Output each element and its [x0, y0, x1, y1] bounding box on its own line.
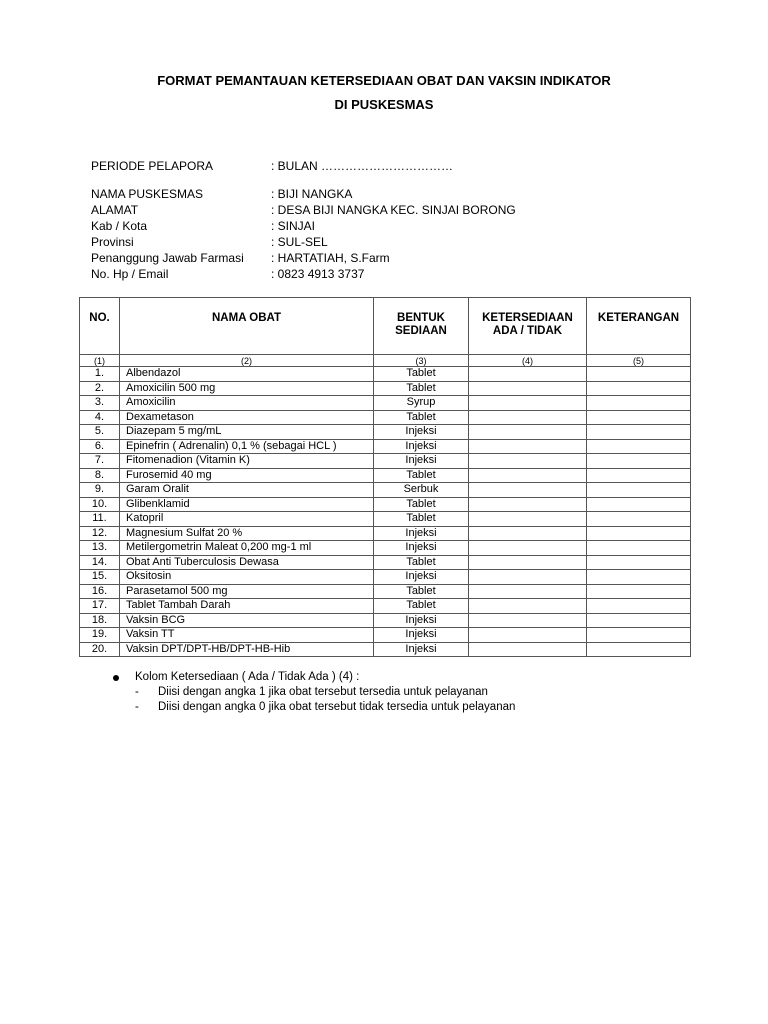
row-dosage-form: Injeksi	[374, 570, 469, 585]
info-label: ALAMAT	[91, 203, 139, 217]
info-label: Kab / Kota	[91, 219, 148, 233]
row-note-cell[interactable]	[587, 381, 691, 396]
info-value: : SUL-SEL	[271, 235, 328, 249]
row-number: 13.	[80, 541, 120, 556]
info-label: PERIODE PELAPORA	[91, 159, 214, 173]
notes-bullet	[113, 670, 515, 685]
row-number: 10.	[80, 497, 120, 512]
row-note-cell[interactable]	[587, 454, 691, 469]
table-row	[80, 584, 691, 599]
row-drug-name: Obat Anti Tuberculosis Dewasa	[120, 555, 374, 570]
row-availability-cell[interactable]	[469, 570, 587, 585]
row-dosage-form: Injeksi	[374, 454, 469, 469]
row-dosage-form: Tablet	[374, 381, 469, 396]
notes-item-text: Diisi dengan angka 0 jika obat tersebut tidak tersedia untuk pelayanan	[158, 701, 516, 713]
table-row	[80, 570, 691, 585]
bullet-icon	[113, 675, 119, 681]
notes-item	[113, 685, 515, 700]
row-dosage-form: Tablet	[374, 410, 469, 425]
row-dosage-form: Syrup	[374, 396, 469, 411]
row-drug-name: Vaksin TT	[120, 628, 374, 643]
header-no: NO.	[80, 298, 120, 355]
row-drug-name: Dexametason	[120, 410, 374, 425]
column-number: (1)	[80, 355, 120, 367]
row-availability-cell[interactable]	[469, 468, 587, 483]
row-availability-cell[interactable]	[469, 541, 587, 556]
column-number: (3)	[374, 355, 469, 367]
header-bentuk-sediaan: BENTUK SEDIAAN	[374, 298, 469, 355]
row-drug-name: Oksitosin	[120, 570, 374, 585]
row-availability-cell[interactable]	[469, 512, 587, 527]
row-note-cell[interactable]	[587, 468, 691, 483]
table-row	[80, 497, 691, 512]
document-subtitle: DI PUSKESMAS	[334, 97, 434, 112]
row-drug-name: Metilergometrin Maleat 0,200 mg-1 ml	[120, 541, 374, 556]
row-availability-cell[interactable]	[469, 613, 587, 628]
row-dosage-form: Tablet	[374, 497, 469, 512]
row-number: 3.	[80, 396, 120, 411]
info-label: Provinsi	[91, 235, 134, 249]
row-number: 19.	[80, 628, 120, 643]
row-number: 4.	[80, 410, 120, 425]
table-row	[80, 526, 691, 541]
row-availability-cell[interactable]	[469, 555, 587, 570]
row-drug-name: Vaksin DPT/DPT-HB/DPT-HB-Hib	[120, 642, 374, 657]
row-drug-name: Amoxicilin	[120, 396, 374, 411]
row-note-cell[interactable]	[587, 497, 691, 512]
row-note-cell[interactable]	[587, 613, 691, 628]
dash-icon: -	[135, 701, 139, 713]
table-row	[80, 425, 691, 440]
column-number: (5)	[587, 355, 691, 367]
row-note-cell[interactable]	[587, 367, 691, 382]
row-drug-name: Furosemid 40 mg	[120, 468, 374, 483]
row-drug-name: Garam Oralit	[120, 483, 374, 498]
row-note-cell[interactable]	[587, 483, 691, 498]
row-note-cell[interactable]	[587, 512, 691, 527]
table-row	[80, 555, 691, 570]
row-availability-cell[interactable]	[469, 439, 587, 454]
row-number: 7.	[80, 454, 120, 469]
row-number: 1.	[80, 367, 120, 382]
row-drug-name: Glibenklamid	[120, 497, 374, 512]
row-availability-cell[interactable]	[469, 642, 587, 657]
row-dosage-form: Tablet	[374, 599, 469, 614]
row-availability-cell[interactable]	[469, 381, 587, 396]
row-dosage-form: Injeksi	[374, 642, 469, 657]
table-row	[80, 468, 691, 483]
row-drug-name: Katopril	[120, 512, 374, 527]
info-label: No. Hp / Email	[91, 267, 169, 281]
info-value: : SINJAI	[271, 219, 316, 233]
document-title: FORMAT PEMANTAUAN KETERSEDIAAN OBAT DAN VAKSIN INDIKATOR	[157, 73, 611, 88]
row-drug-name: Diazepam 5 mg/mL	[120, 425, 374, 440]
row-note-cell[interactable]	[587, 570, 691, 585]
row-number: 20.	[80, 642, 120, 657]
row-number: 17.	[80, 599, 120, 614]
table-row	[80, 439, 691, 454]
row-drug-name: Epinefrin ( Adrenalin) 0,1 % (sebagai HCL )	[120, 439, 374, 454]
table-row	[80, 642, 691, 657]
column-number: (2)	[120, 355, 374, 367]
row-availability-cell[interactable]	[469, 628, 587, 643]
row-dosage-form: Tablet	[374, 367, 469, 382]
table-row	[80, 410, 691, 425]
row-availability-cell[interactable]	[469, 425, 587, 440]
row-number: 12.	[80, 526, 120, 541]
row-drug-name: Amoxicilin 500 mg	[120, 381, 374, 396]
row-availability-cell[interactable]	[469, 454, 587, 469]
row-drug-name: Magnesium Sulfat 20 %	[120, 526, 374, 541]
info-value: : 0823 4913 3737	[271, 267, 365, 281]
table-row	[80, 613, 691, 628]
info-label: Penanggung Jawab Farmasi	[91, 251, 244, 265]
row-dosage-form: Tablet	[374, 584, 469, 599]
table-row	[80, 396, 691, 411]
row-dosage-form: Injeksi	[374, 541, 469, 556]
row-dosage-form: Tablet	[374, 512, 469, 527]
row-note-cell[interactable]	[587, 396, 691, 411]
row-dosage-form: Tablet	[374, 468, 469, 483]
column-number: (4)	[469, 355, 587, 367]
row-note-cell[interactable]	[587, 541, 691, 556]
row-note-cell[interactable]	[587, 439, 691, 454]
row-dosage-form: Injeksi	[374, 425, 469, 440]
row-dosage-form: Injeksi	[374, 628, 469, 643]
row-note-cell[interactable]	[587, 425, 691, 440]
header-keterangan: KETERANGAN	[587, 298, 691, 355]
row-drug-name: Albendazol	[120, 367, 374, 382]
info-value: : BULAN ……………………………	[271, 159, 454, 173]
row-number: 5.	[80, 425, 120, 440]
table-header-row	[80, 298, 691, 355]
row-number: 8.	[80, 468, 120, 483]
row-availability-cell[interactable]	[469, 497, 587, 512]
table-row	[80, 628, 691, 643]
row-dosage-form: Serbuk	[374, 483, 469, 498]
info-label: NAMA PUSKESMAS	[91, 187, 204, 201]
row-number: 9.	[80, 483, 120, 498]
row-number: 6.	[80, 439, 120, 454]
column-number-row	[80, 355, 691, 367]
row-note-cell[interactable]	[587, 410, 691, 425]
row-availability-cell[interactable]	[469, 367, 587, 382]
table-row	[80, 512, 691, 527]
row-note-cell[interactable]	[587, 526, 691, 541]
row-drug-name: Fitomenadion (Vitamin K)	[120, 454, 374, 469]
row-number: 18.	[80, 613, 120, 628]
row-availability-cell[interactable]	[469, 483, 587, 498]
row-note-cell[interactable]	[587, 555, 691, 570]
drug-availability-table	[79, 297, 691, 657]
table-row	[80, 381, 691, 396]
row-dosage-form: Injeksi	[374, 613, 469, 628]
notes-item	[113, 700, 515, 715]
notes-section	[113, 670, 515, 715]
row-availability-cell[interactable]	[469, 396, 587, 411]
row-availability-cell[interactable]	[469, 410, 587, 425]
row-note-cell[interactable]	[587, 584, 691, 599]
notes-item-text: Diisi dengan angka 1 jika obat tersebut tersedia untuk pelayanan	[158, 686, 488, 698]
table-row	[80, 541, 691, 556]
row-dosage-form: Tablet	[374, 555, 469, 570]
row-number: 16.	[80, 584, 120, 599]
row-dosage-form: Injeksi	[374, 526, 469, 541]
row-number: 15.	[80, 570, 120, 585]
table-row	[80, 367, 691, 382]
header-ketersediaan: KETERSEDIAAN ADA / TIDAK	[469, 298, 587, 355]
info-value: : BIJI NANGKA	[271, 187, 353, 201]
row-note-cell[interactable]	[587, 628, 691, 643]
row-note-cell[interactable]	[587, 599, 691, 614]
table-row	[80, 454, 691, 469]
row-number: 11.	[80, 512, 120, 527]
header-nama-obat: NAMA OBAT	[120, 298, 374, 355]
table-row	[80, 483, 691, 498]
row-availability-cell[interactable]	[469, 584, 587, 599]
row-dosage-form: Injeksi	[374, 439, 469, 454]
notes-bullet-text: Kolom Ketersediaan ( Ada / Tidak Ada ) (4) :	[135, 671, 360, 683]
row-availability-cell[interactable]	[469, 599, 587, 614]
row-availability-cell[interactable]	[469, 526, 587, 541]
table-row	[80, 599, 691, 614]
row-number: 14.	[80, 555, 120, 570]
row-drug-name: Parasetamol 500 mg	[120, 584, 374, 599]
row-drug-name: Vaksin BCG	[120, 613, 374, 628]
row-number: 2.	[80, 381, 120, 396]
dash-icon: -	[135, 686, 139, 698]
row-drug-name: Tablet Tambah Darah	[120, 599, 374, 614]
info-value: : DESA BIJI NANGKA KEC. SINJAI BORONG	[271, 203, 516, 217]
row-note-cell[interactable]	[587, 642, 691, 657]
info-value: : HARTATIAH, S.Farm	[271, 251, 390, 265]
